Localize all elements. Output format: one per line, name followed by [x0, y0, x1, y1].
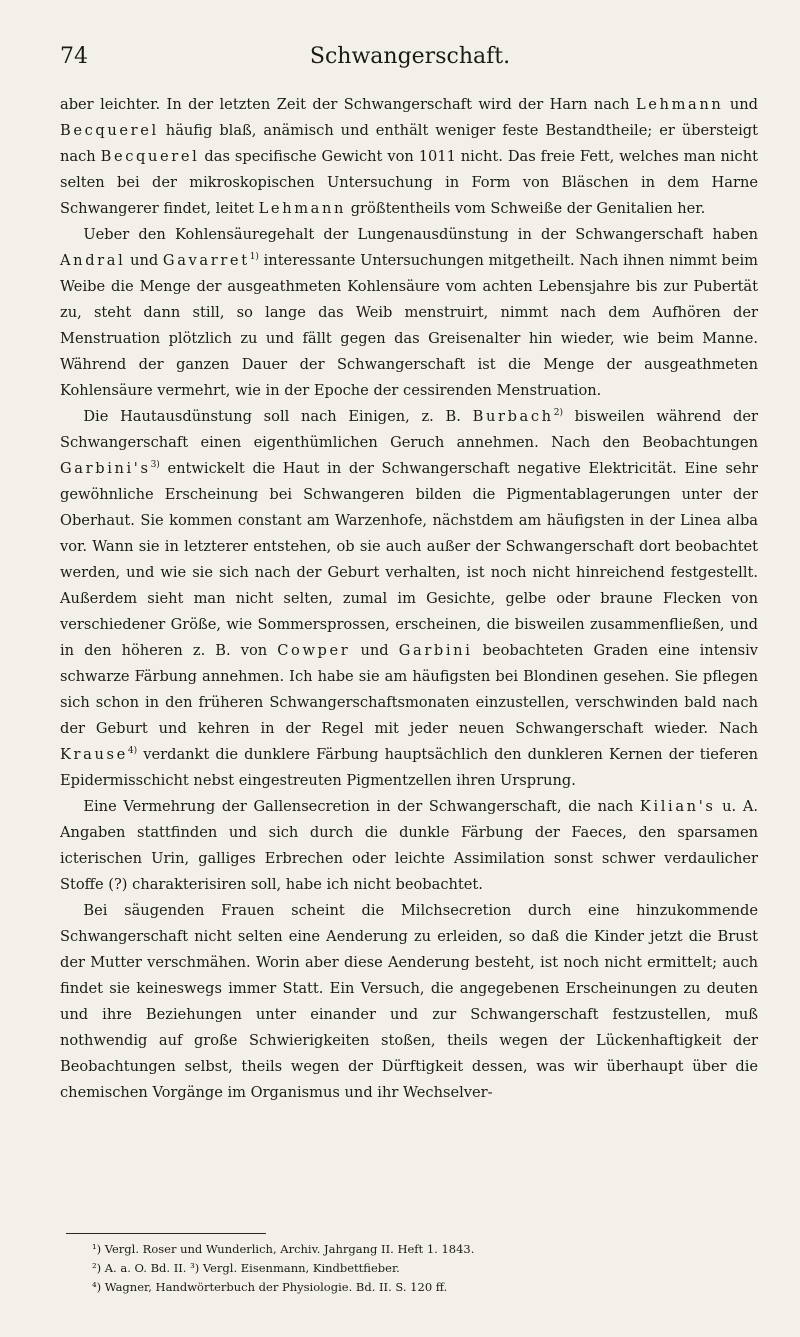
spaced-name: Cowper — [277, 642, 351, 659]
footnote-ref: 4) — [127, 746, 138, 757]
text-run: Ueber den Kohlensäuregehalt der Lungenausdünstung in der Schwangerschaft haben — [83, 226, 758, 243]
text-run: und — [723, 96, 758, 113]
spaced-name: Garbini — [398, 642, 473, 659]
text-run: und — [350, 642, 399, 659]
text-run: Bei säugenden Frauen scheint die Milchsecretion durch eine hinzukommende Schwangerschaft nicht selten eine Aenderung zu erleiden, so daß die Kinder jetzt die Brust der Mutter verschmähen. Worin aber diese Aenderung besteht, ist noch nicht ermittelt; auch findet sie keineswegs immer Statt. Ein Versuch, die angegebenen Erscheinungen zu deuten und ihre Beziehungen unter einander und zur Schwangerschaft festzustellen, muß nothwendig auf große Schwierigkeiten stoßen, theils wegen der Lückenhaftigkeit der Beobachtungen selbst, theils wegen der Dürftigkeit dessen, was wir überhaupt über die chemischen Vorgänge im Organismus und ihr Wechselver- — [60, 902, 758, 1101]
footnote: ¹) Vergl. Roser und Wunderlich, Archiv. Jahrgang II. Heft 1. 1843. — [92, 1242, 475, 1256]
spaced-name: Burbach — [472, 408, 554, 425]
spaced-name: Becquerel — [100, 148, 200, 165]
spaced-name: Becquerel — [60, 122, 159, 139]
text-run: beobachteten Graden eine intensiv schwarze Färbung annehmen. Ich habe sie am häufigsten bei Blondinen gesehen. Sie pflegen sich schon in den früheren Schwangerschaftsmonaten einzustellen, verschwinden bald nach der Geburt und kehren in der Regel mit jeder neuen Schwangerschaft wieder. Nach — [60, 642, 759, 737]
text-run: bisweilen während der Schwangerschaft einen eigenthümlichen Geruch annehmen. Nach den Beobachtungen — [60, 408, 758, 451]
spaced-name: Andral — [60, 252, 126, 269]
spaced-name: Lehmann — [258, 200, 347, 217]
footnote: ²) A. a. O. Bd. II. ³) Vergl. Eisenmann, Kindbettfieber. — [92, 1261, 400, 1275]
body-text — [60, 92, 758, 1106]
text-run: das specifische Gewicht von 1011 nicht. Das freie Fett, welches man nicht selten bei der mikroskopischen Untersuchung in Form von Bläschen in dem Harne Schwangerer findet, leitet — [60, 148, 758, 217]
text-run: größtentheils vom Schweiße der Genitalien her. — [346, 200, 706, 217]
text-run: Die Hautausdünstung soll nach Einigen, z. B. — [83, 408, 473, 425]
page-header — [60, 44, 760, 80]
spaced-name: Krause — [60, 746, 128, 763]
text-run: und — [125, 252, 163, 269]
paragraph — [60, 898, 758, 1106]
footnote-ref: 3) — [150, 460, 160, 471]
text-run: u. A. Angaben stattfinden und sich durch die dunkle Färbung der Faeces, den sparsamen icterischen Urin, galliges Erbrechen oder leichte Assimilation sonst schwer verdaulicher Stoffe (?) charakterisiren soll, habe ich nicht beobachtet. — [60, 798, 758, 893]
text-run: verdankt die dunklere Färbung hauptsächlich den dunkleren Kernen der tieferen Epidermisschicht nebst eingestreuten Pigmentzellen ihren Ursprung. — [60, 746, 758, 789]
text-run: interessante Untersuchungen mitgetheilt. Nach ihnen nimmt beim Weibe die Menge der ausgeathmeten Kohlensäure vom achten Lebensjahre bis zur Pubertät zu, steht dann still, so lange das Weib menstruirt, nimmt nach dem Aufhören der Menstruation plötzlich zu und fällt gegen das Greisenalter hin wieder, wie beim Manne. Während der ganzen Dauer der Schwangerschaft ist die Menge der ausgeathmeten Kohlensäure vermehrt, wie in der Epoche der cessirenden Menstruation. — [60, 252, 758, 399]
spaced-name: Kilian's — [639, 798, 716, 815]
footnote-ref: 2) — [553, 408, 563, 419]
spaced-name: Gavarret — [162, 252, 250, 269]
paragraph — [60, 222, 758, 404]
text-run: aber leichter. In der letzten Zeit der Schwangerschaft wird der Harn nach — [60, 96, 636, 113]
text-run: entwickelt die Haut in der Schwangerschaft negative Elektricität. Eine sehr gewöhnliche Erscheinung bei Schwangeren bilden die Pigmentablagerungen unter der Oberhaut. Sie kommen constant am Warzenhofe, nächstdem am häufigsten in der Linea alba vor. Wann sie in letzterer entstehen, ob sie auch außer der Schwangerschaft dort beobachtet werden, und wie sie sich nach der Geburt verhalten, ist noch nicht hinreichend festgestellt. Außerdem sieht man nicht selten, zumal im Gesichte, gelbe oder braune Flecken von verschiedener Größe, wie Sommersprossen, erscheinen, die bisweilen zusammenfließen, und in den höheren z. B. von — [60, 460, 758, 659]
spaced-name: Lehmann — [635, 96, 724, 113]
text-run: Eine Vermehrung der Gallensecretion in der Schwangerschaft, die nach — [83, 798, 640, 815]
spaced-name: Garbini's — [60, 460, 151, 477]
footnote: ⁴) Wagner, Handwörterbuch der Physiologie. Bd. II. S. 120 ff. — [92, 1280, 448, 1294]
footnote-ref: 1) — [249, 252, 259, 263]
paragraph — [60, 794, 758, 898]
running-title: Schwangerschaft. — [309, 44, 511, 69]
footnote-rule — [66, 1233, 266, 1234]
footnotes — [92, 1240, 752, 1297]
page-number: 74 — [60, 44, 88, 69]
paragraph — [60, 404, 758, 794]
paragraph — [60, 92, 758, 222]
text-run: häufig blaß, anämisch und enthält weniger feste Bestandtheile; er übersteigt nach — [60, 122, 758, 165]
